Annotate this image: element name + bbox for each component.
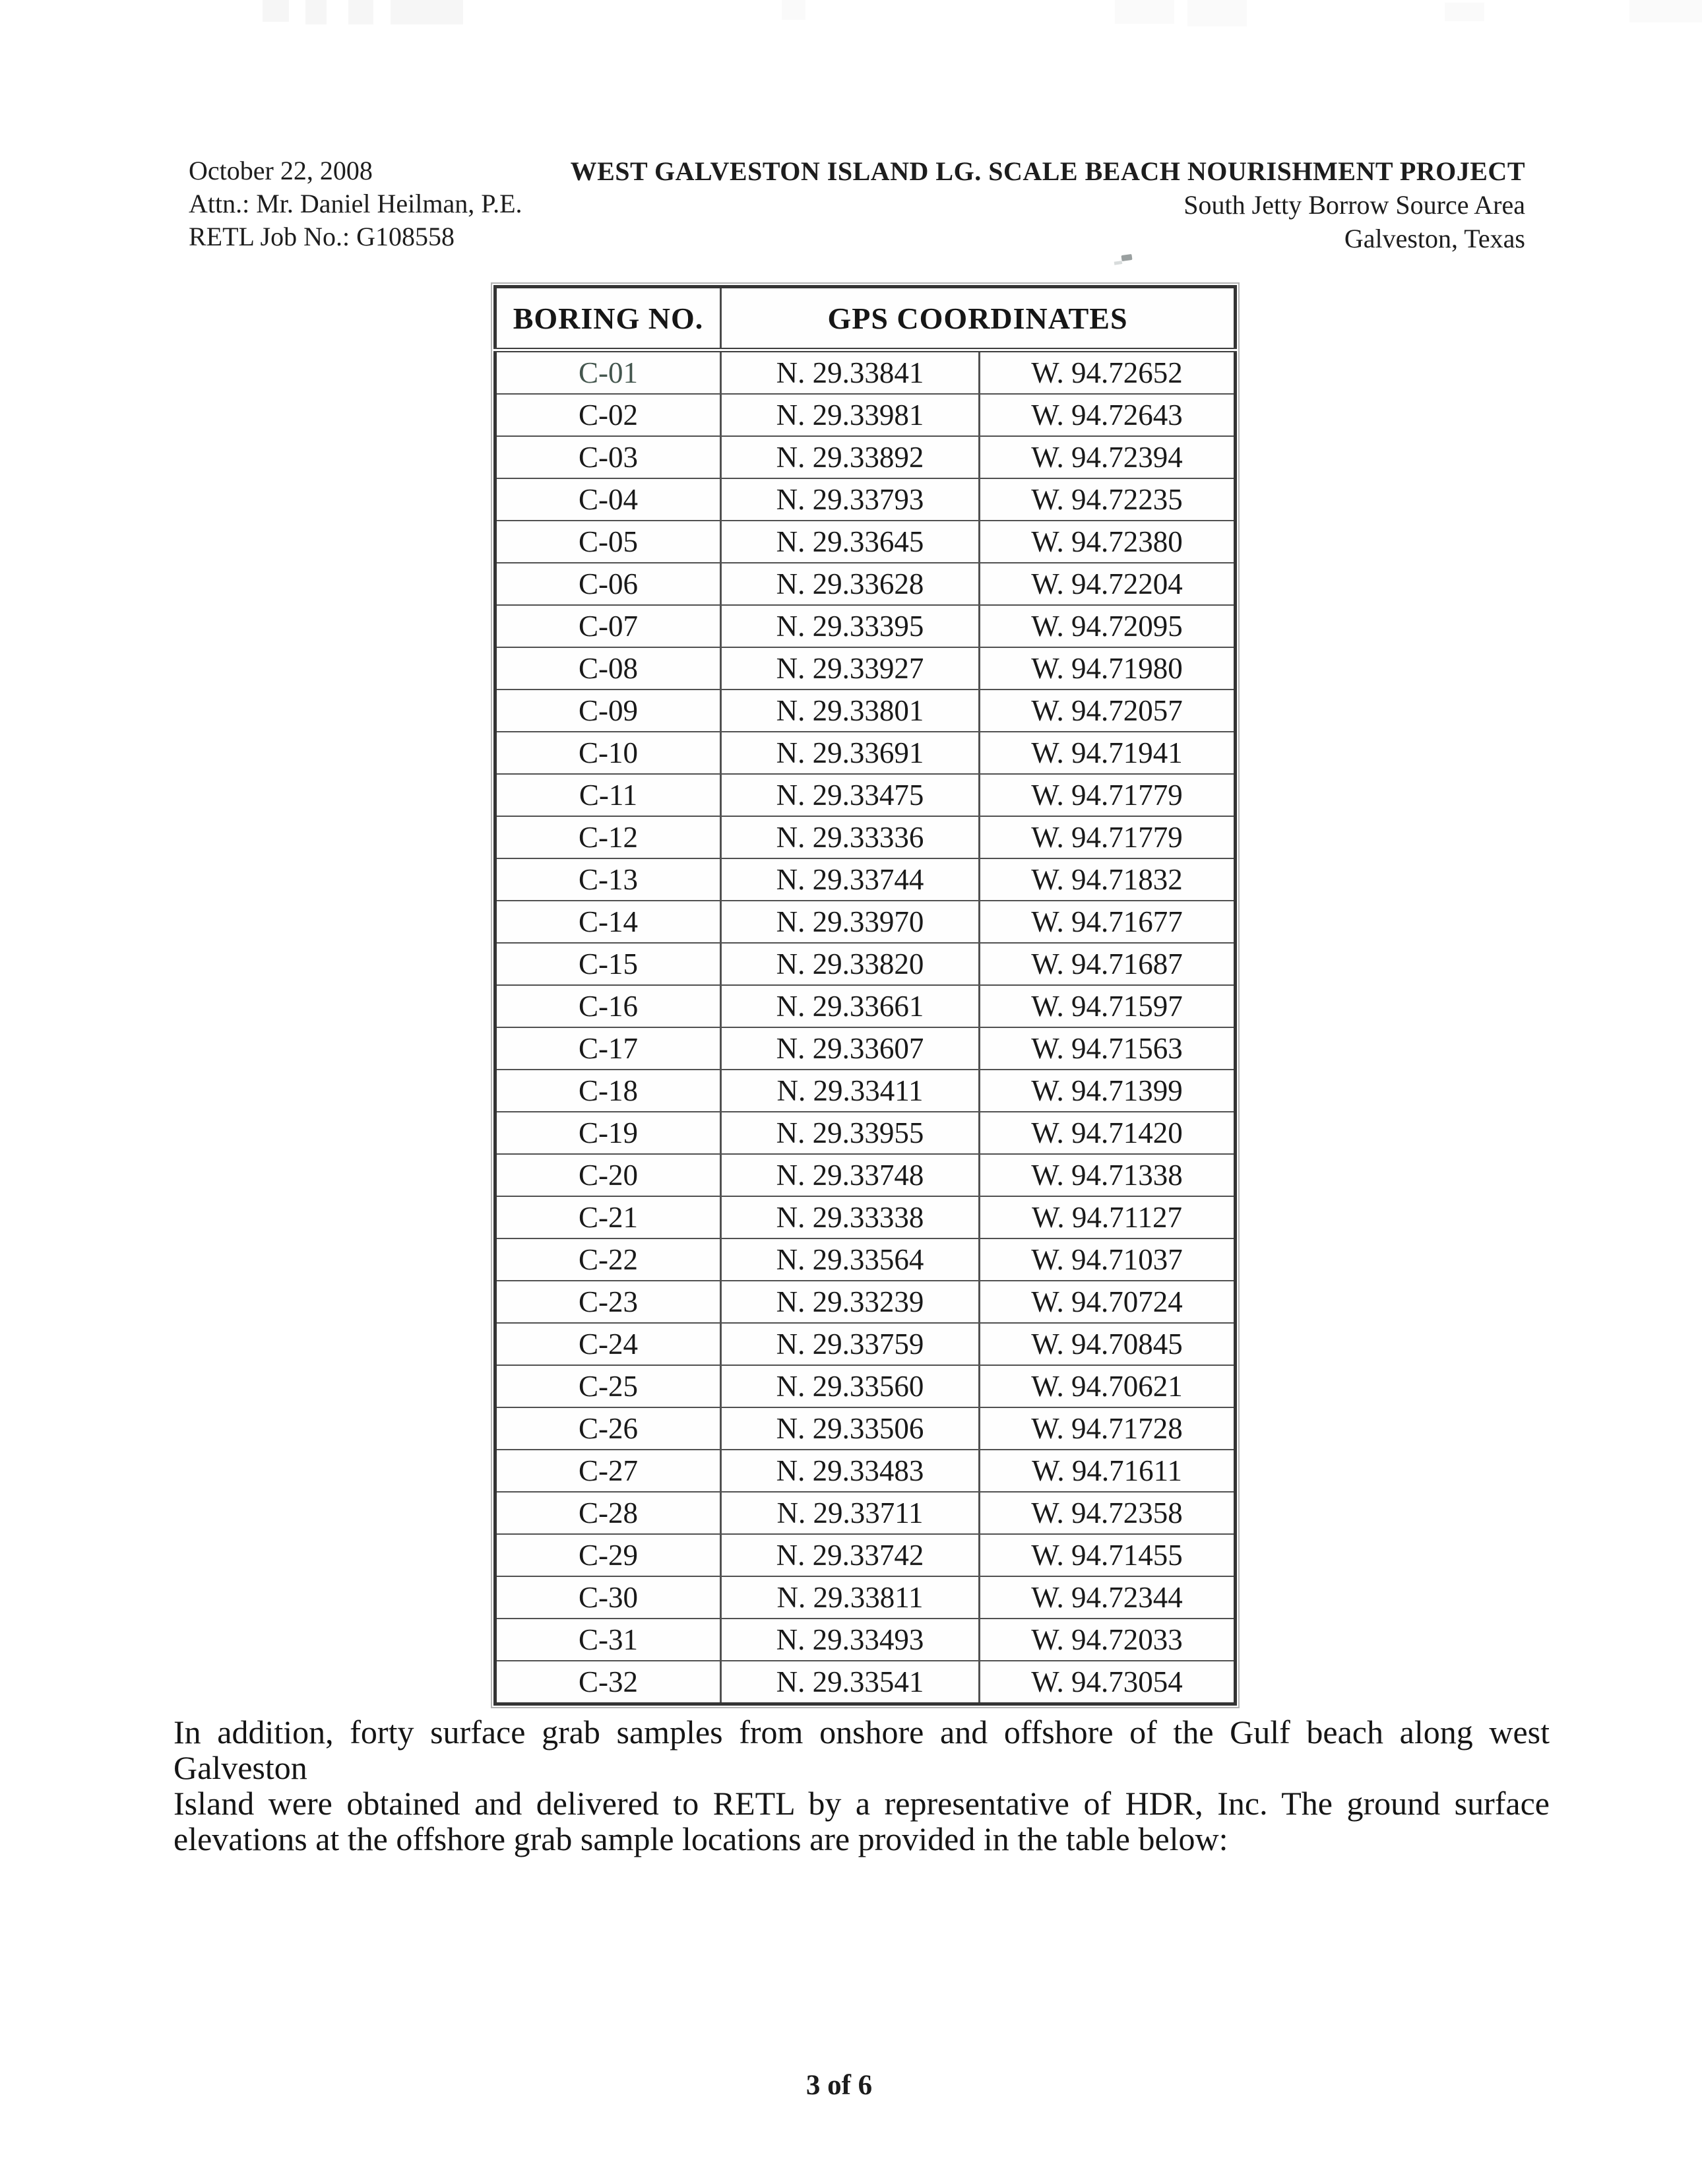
boring-cell: C-20 xyxy=(495,1154,721,1196)
latitude-cell: N. 29.33801 xyxy=(721,690,980,732)
boring-cell: C-07 xyxy=(495,605,721,647)
latitude-cell: N. 29.33541 xyxy=(721,1661,980,1704)
table-row xyxy=(495,1365,1236,1407)
boring-cell: C-31 xyxy=(495,1619,721,1661)
boring-cell: C-06 xyxy=(495,563,721,605)
scan-artifact xyxy=(1187,0,1247,26)
boring-cell: C-26 xyxy=(495,1407,721,1450)
latitude-cell: N. 29.33483 xyxy=(721,1450,980,1492)
table-row xyxy=(495,985,1236,1027)
scan-smudge xyxy=(1121,254,1132,261)
latitude-cell: N. 29.33955 xyxy=(721,1112,980,1154)
page-number: 3 of 6 xyxy=(805,2070,873,2101)
table-row xyxy=(495,858,1236,901)
letter-header-left xyxy=(189,154,522,253)
boring-cell: C-01 xyxy=(495,350,721,395)
longitude-cell: W. 94.70621 xyxy=(980,1365,1236,1407)
longitude-cell: W. 94.72344 xyxy=(980,1576,1236,1619)
body-paragraph xyxy=(173,1714,1550,1857)
longitude-cell: W. 94.72394 xyxy=(980,436,1236,478)
boring-cell: C-12 xyxy=(495,816,721,858)
boring-cell: C-18 xyxy=(495,1070,721,1112)
table-row xyxy=(495,1112,1236,1154)
letter-attn: Attn.: Mr. Daniel Heilman, P.E. xyxy=(189,189,522,218)
boring-cell: C-28 xyxy=(495,1492,721,1534)
latitude-cell: N. 29.33811 xyxy=(721,1576,980,1619)
table-row xyxy=(495,1619,1236,1661)
latitude-cell: N. 29.33506 xyxy=(721,1407,980,1450)
project-subtitle: South Jetty Borrow Source Area xyxy=(1183,190,1525,220)
latitude-cell: N. 29.33927 xyxy=(721,647,980,690)
boring-cell: C-25 xyxy=(495,1365,721,1407)
latitude-cell: N. 29.33628 xyxy=(721,563,980,605)
latitude-cell: N. 29.33645 xyxy=(721,521,980,563)
paragraph-line: In addition, forty surface grab samples from onshore and offshore of the Gulf beach along west Galveston xyxy=(173,1714,1550,1786)
latitude-cell: N. 29.33475 xyxy=(721,774,980,816)
longitude-cell: W. 94.71037 xyxy=(980,1238,1236,1281)
latitude-cell: N. 29.33336 xyxy=(721,816,980,858)
boring-cell: C-29 xyxy=(495,1534,721,1576)
letter-header-right xyxy=(571,154,1525,255)
latitude-cell: N. 29.33661 xyxy=(721,985,980,1027)
scan-artifact xyxy=(1445,3,1484,21)
paragraph-line: elevations at the offshore grab sample locations are provided in the table below: xyxy=(173,1820,1228,1857)
boring-cell: C-09 xyxy=(495,690,721,732)
project-title: WEST GALVESTON ISLAND LG. SCALE BEACH NOURISHMENT PROJECT xyxy=(570,156,1525,186)
latitude-cell: N. 29.33759 xyxy=(721,1323,980,1365)
latitude-cell: N. 29.33970 xyxy=(721,901,980,943)
table-row xyxy=(495,394,1236,436)
longitude-cell: W. 94.72643 xyxy=(980,394,1236,436)
latitude-cell: N. 29.33744 xyxy=(721,858,980,901)
scan-artifact xyxy=(1115,0,1174,24)
boring-cell: C-03 xyxy=(495,436,721,478)
longitude-cell: W. 94.71455 xyxy=(980,1534,1236,1576)
scan-artifact xyxy=(391,0,463,24)
table-row xyxy=(495,816,1236,858)
gps-coordinates-table xyxy=(493,285,1237,1706)
longitude-cell: W. 94.71420 xyxy=(980,1112,1236,1154)
longitude-cell: W. 94.73054 xyxy=(1031,1665,1183,1698)
boring-cell: C-14 xyxy=(495,901,721,943)
boring-cell: C-30 xyxy=(495,1576,721,1619)
table-row xyxy=(495,350,1236,395)
latitude-cell: N. 29.33892 xyxy=(721,436,980,478)
longitude-cell: W. 94.72095 xyxy=(980,605,1236,647)
latitude-cell: N. 29.33691 xyxy=(721,732,980,774)
boring-cell: C-19 xyxy=(495,1112,721,1154)
longitude-cell: W. 94.72358 xyxy=(980,1492,1236,1534)
table-row xyxy=(495,563,1236,605)
longitude-cell: W. 94.71563 xyxy=(980,1027,1236,1070)
longitude-cell: W. 94.71338 xyxy=(980,1154,1236,1196)
scan-artifact xyxy=(348,0,373,24)
letter-job-number: RETL Job No.: G108558 xyxy=(189,222,455,251)
latitude-cell: N. 29.33411 xyxy=(721,1070,980,1112)
boring-cell: C-22 xyxy=(495,1238,721,1281)
longitude-cell: W. 94.72380 xyxy=(980,521,1236,563)
longitude-cell: W. 94.72057 xyxy=(980,690,1236,732)
table-row xyxy=(495,1238,1236,1281)
letter-date: October 22, 2008 xyxy=(189,156,373,185)
longitude-cell: W. 94.71779 xyxy=(980,816,1236,858)
latitude-cell: N. 29.33981 xyxy=(721,394,980,436)
table-row xyxy=(495,1281,1236,1323)
longitude-cell: W. 94.71677 xyxy=(980,901,1236,943)
longitude-cell: W. 94.71941 xyxy=(980,732,1236,774)
table-row xyxy=(495,647,1236,690)
latitude-cell: N. 29.33564 xyxy=(721,1238,980,1281)
longitude-cell: W. 94.71779 xyxy=(980,774,1236,816)
boring-cell: C-17 xyxy=(495,1027,721,1070)
table-row xyxy=(495,521,1236,563)
longitude-cell: W. 94.72033 xyxy=(980,1619,1236,1661)
boring-cell: C-02 xyxy=(495,394,721,436)
table-row xyxy=(495,436,1236,478)
scan-artifact xyxy=(782,0,805,20)
latitude-cell: N. 29.33493 xyxy=(721,1619,980,1661)
boring-cell: C-08 xyxy=(495,647,721,690)
longitude-cell: W. 94.71127 xyxy=(980,1196,1236,1238)
scan-artifact xyxy=(263,0,289,22)
longitude-cell: W. 94.72235 xyxy=(980,478,1236,521)
boring-no-column-header: BORING NO. xyxy=(495,287,721,350)
table-row xyxy=(495,1576,1236,1619)
latitude-cell: N. 29.33820 xyxy=(721,943,980,985)
boring-cell: C-32 xyxy=(495,1661,721,1704)
table-row xyxy=(495,478,1236,521)
boring-cell: C-24 xyxy=(495,1323,721,1365)
paragraph-line: Island were obtained and delivered to RETL by a representative of HDR, Inc. The ground surface xyxy=(173,1785,1550,1822)
boring-cell: C-11 xyxy=(495,774,721,816)
longitude-cell: W. 94.71687 xyxy=(980,943,1236,985)
latitude-cell: N. 29.33239 xyxy=(721,1281,980,1323)
longitude-cell: W. 94.72204 xyxy=(980,563,1236,605)
boring-cell: C-10 xyxy=(495,732,721,774)
boring-cell: C-27 xyxy=(495,1450,721,1492)
table-row xyxy=(495,1661,1236,1704)
latitude-cell: N. 29.33711 xyxy=(721,1492,980,1534)
table-row xyxy=(495,1450,1236,1492)
longitude-cell: W. 94.72652 xyxy=(980,350,1236,395)
longitude-cell: W. 94.70845 xyxy=(980,1323,1236,1365)
boring-cell: C-23 xyxy=(495,1281,721,1323)
gps-table-body xyxy=(495,350,1236,1704)
table-row xyxy=(495,901,1236,943)
boring-cell: C-13 xyxy=(495,858,721,901)
boring-cell: C-15 xyxy=(495,943,721,985)
boring-cell: C-05 xyxy=(495,521,721,563)
table-row xyxy=(495,690,1236,732)
table-row xyxy=(495,774,1236,816)
latitude-cell: N. 29.33560 xyxy=(721,1365,980,1407)
longitude-cell: W. 94.71980 xyxy=(980,647,1236,690)
latitude-cell: N. 29.33748 xyxy=(721,1154,980,1196)
table-row xyxy=(495,1407,1236,1450)
longitude-cell: W. 94.71399 xyxy=(980,1070,1236,1112)
latitude-cell: N. 29.33607 xyxy=(721,1027,980,1070)
latitude-cell: N. 29.33793 xyxy=(721,478,980,521)
gps-coordinates-column-header: GPS COORDINATES xyxy=(721,287,1236,350)
longitude-cell: W. 94.71728 xyxy=(980,1407,1236,1450)
table-row xyxy=(495,1492,1236,1534)
latitude-cell: N. 29.33841 xyxy=(721,350,980,395)
table-row xyxy=(495,1154,1236,1196)
scan-artifact xyxy=(305,0,327,24)
table-row xyxy=(495,1196,1236,1238)
longitude-cell: W. 94.71597 xyxy=(980,985,1236,1027)
latitude-cell: N. 29.33742 xyxy=(721,1534,980,1576)
table-row xyxy=(495,943,1236,985)
longitude-cell: W. 94.70724 xyxy=(980,1281,1236,1323)
table-row xyxy=(495,1027,1236,1070)
scan-artifact xyxy=(1629,0,1702,22)
table-row xyxy=(495,1534,1236,1576)
latitude-cell: N. 29.33395 xyxy=(721,605,980,647)
table-header-row xyxy=(495,287,1236,350)
latitude-cell: N. 29.33338 xyxy=(721,1196,980,1238)
longitude-cell: W. 94.71832 xyxy=(980,858,1236,901)
boring-cell: C-04 xyxy=(495,478,721,521)
table-row xyxy=(495,605,1236,647)
longitude-cell: W. 94.71611 xyxy=(980,1450,1236,1492)
table-row xyxy=(495,1070,1236,1112)
boring-cell: C-21 xyxy=(495,1196,721,1238)
table-row xyxy=(495,1323,1236,1365)
boring-cell: C-16 xyxy=(495,985,721,1027)
project-location: Galveston, Texas xyxy=(1344,224,1525,253)
table-row xyxy=(495,732,1236,774)
